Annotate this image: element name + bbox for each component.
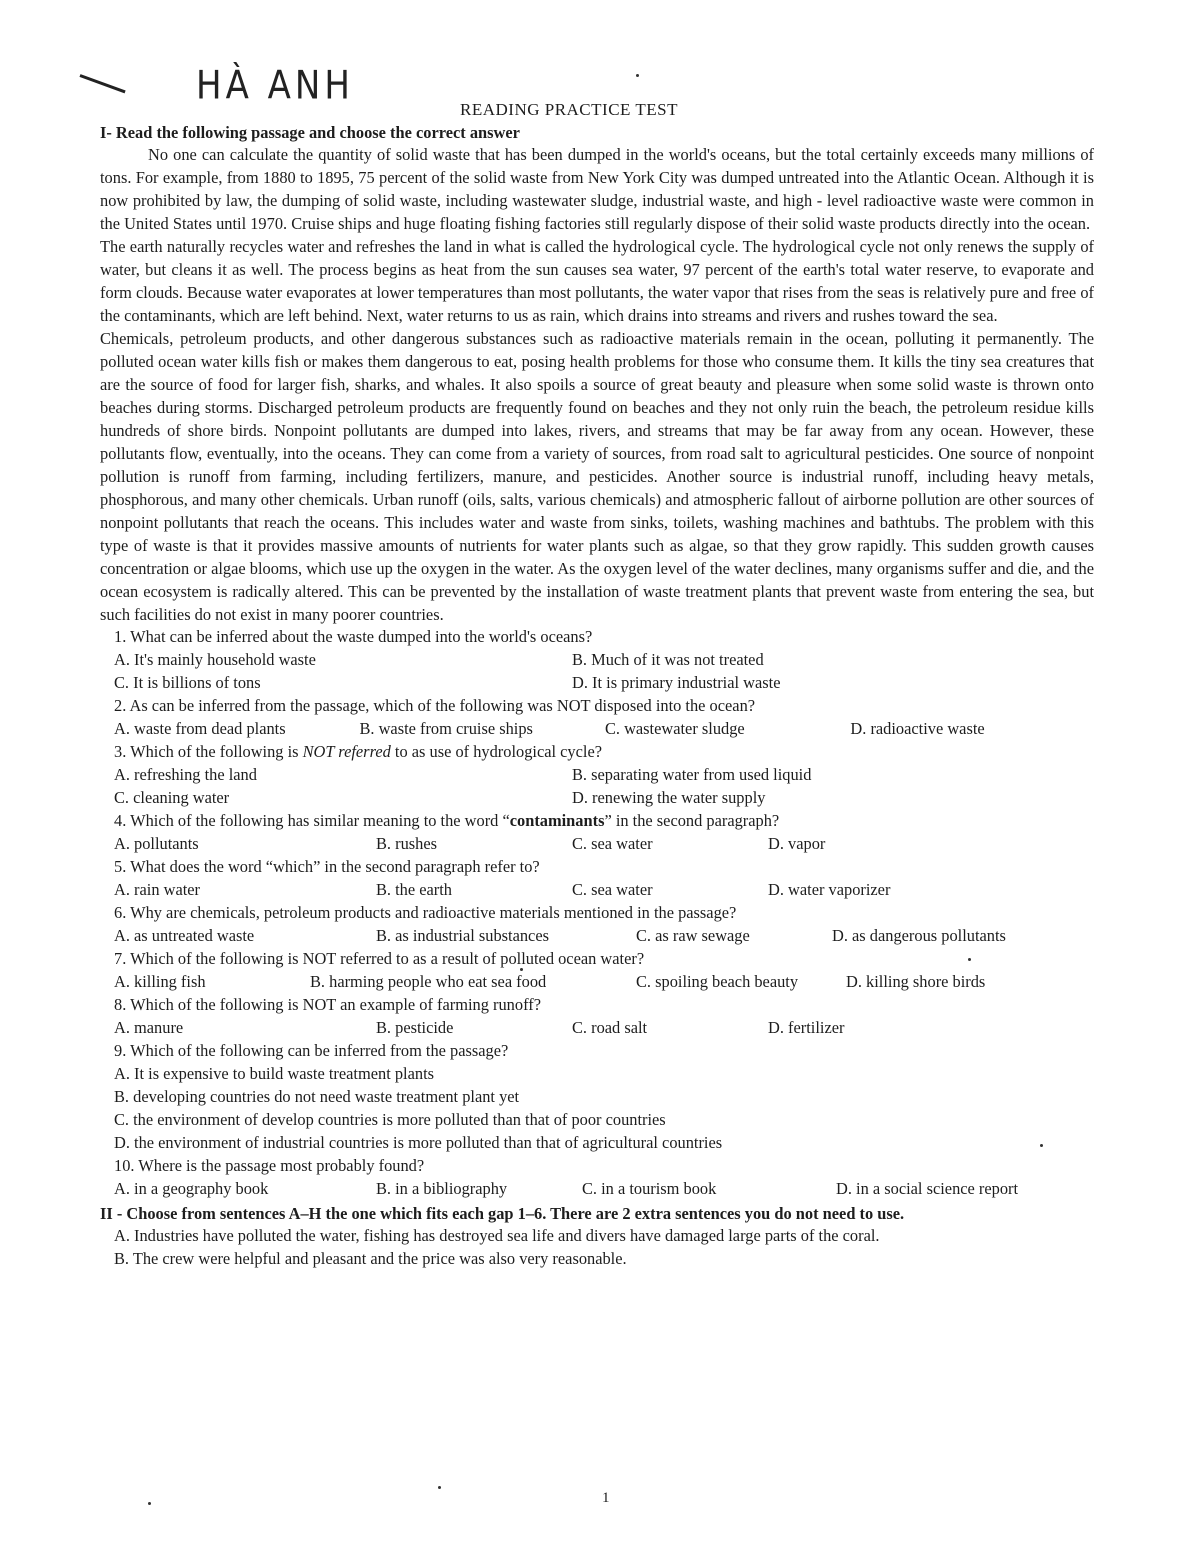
option-b: B. harming people who eat sea food [310, 972, 547, 992]
question-text-emphasis: NOT referred [302, 742, 391, 762]
scan-mark-stroke [79, 74, 125, 93]
handwritten-name: HÀ ANH [196, 63, 354, 109]
option-b: B. waste from cruise ships [359, 719, 533, 739]
question-text-post: to as use of hydrological cycle? [390, 742, 602, 762]
option-c: C. cleaning water [114, 788, 230, 808]
options-row [100, 672, 1094, 695]
question-text: 8. Which of the following is NOT an example of farming runoff? [114, 994, 541, 1014]
question-text: 5. What does the word “which” in the second paragraph refer to? [114, 857, 540, 877]
option-a: A. killing fish [114, 972, 206, 992]
option-b: B. in a bibliography [376, 1178, 508, 1198]
option-d: D. killing shore birds [846, 972, 986, 992]
option-b: B. pesticide [376, 1017, 454, 1037]
question-text: 9. Which of the following can be inferred from the passage? [114, 1040, 509, 1060]
option-a: A. manure [114, 1017, 184, 1037]
option-a: A. waste from dead plants [114, 719, 286, 739]
option-c: C. the environment of develop countries is more polluted than that of poor countries [114, 1109, 666, 1129]
question-text: 2. As can be inferred from the passage, which of the following was NOT disposed into the ocean? [114, 696, 756, 716]
options-row [100, 879, 1094, 902]
options-row [100, 718, 1094, 741]
question-8 [100, 994, 1094, 1040]
options-row [100, 1178, 1094, 1201]
option-b: B. as industrial substances [376, 926, 549, 946]
sentence-b: B. The crew were helpful and pleasant and the price was also very reasonable. [114, 1248, 627, 1268]
option-c: C. wastewater sludge [604, 719, 745, 739]
options-row [100, 971, 1094, 994]
section-2 [100, 1203, 1094, 1271]
options-row [100, 925, 1094, 948]
option-c: C. as raw sewage [636, 926, 750, 946]
passage-paragraph-3: Chemicals, petroleum products, and other dangerous substances such as radioactive materials remain in the ocean, polluting it permanently. The polluted ocean water kills fish or makes them dangerous to eat, posing health problems for those who consume them. It kills the tiny sea creatures that are the source of food for larger fish, sharks, and whales. It also spoils a source of great beauty and pleasure when some solid waste is thrown onto beaches during storms. Discharged petroleum products are frequently found on beaches and they not only ruin the beach, the petroleum residue kills hundreds of shore birds. Nonpoint pollutants are dumped into lakes, rivers, and streams that may be far away from any ocean. However, these pollutants flow, eventually, into the oceans. They can come from a variety of sources, from road salt to agricultural pesticides. One source of nonpoint pollution is runoff from farming, including fertilizers, manure, and pesticides. Another source is industrial runoff, including heavy metals, phosphorous, and many other chemicals. Urban runoff (oils, salts, various chemicals) and atmospheric fallout of airborne pollution are other sources of nonpoint pollutants that reach the oceans. This includes water and waste from sinks, toilets, washing machines and bathtubs. The problem with this type of waste is that it provides massive amounts of nutrients for water plants such as algae, so that they grow rapidly. This sudden growth causes concentration or algae blooms, which use up the oxygen in the water. As the oxygen level of the water declines, many organisms suffer and die, and the ocean ecosystem is radically altered. This can be prevented by the installation of waste treatment plants that prevent waste from entering the sea, but such facilities do not exist in many poorer countries. [100, 328, 1094, 624]
question-text: 1. What can be inferred about the waste dumped into the world's oceans? [114, 627, 593, 647]
scan-speck [636, 74, 639, 77]
options-row [100, 764, 1094, 787]
question-text-pre: 4. Which of the following has similar meaning to the word “ [114, 811, 510, 831]
question-6 [100, 902, 1094, 948]
option-d: D. water vaporizer [768, 880, 891, 900]
option-a: A. It is expensive to build waste treatment plants [114, 1063, 435, 1083]
question-4 [100, 810, 1094, 856]
options-row [100, 833, 1094, 856]
options-row [100, 787, 1094, 810]
option-a: A. refreshing the land [114, 765, 257, 785]
question-list [100, 626, 1094, 1200]
question-text [100, 741, 1094, 764]
option-d: D. fertilizer [768, 1017, 845, 1037]
question-text: 10. Where is the passage most probably found? [114, 1155, 425, 1175]
option-a: A. as untreated waste [114, 926, 255, 946]
question-text: 7. Which of the following is NOT referred to as a result of polluted ocean water? [114, 949, 645, 969]
option-d: D. in a social science report [836, 1178, 1019, 1198]
options-row [100, 649, 1094, 672]
option-a: A. It's mainly household waste [114, 650, 316, 670]
document-content [100, 122, 1094, 1271]
question-3 [100, 741, 1094, 810]
reading-passage [100, 144, 1094, 626]
page-title: READING PRACTICE TEST [460, 100, 678, 119]
scan-speck [148, 1502, 151, 1505]
option-b: B. developing countries do not need waste treatment plant yet [114, 1086, 520, 1106]
option-b: B. the earth [376, 880, 453, 900]
option-d: D. It is primary industrial waste [572, 673, 781, 693]
option-c: C. road salt [572, 1017, 648, 1037]
question-1 [100, 626, 1094, 695]
sentence-a: A. Industries have polluted the water, fishing has destroyed sea life and divers have damaged large parts of the coral. [114, 1225, 880, 1245]
options-row [100, 1017, 1094, 1040]
question-2 [100, 695, 1094, 741]
question-text [100, 810, 1094, 833]
passage-paragraph-1: No one can calculate the quantity of solid waste that has been dumped in the world's oceans, but the total certainly exceeds many millions of tons. For example, from 1880 to 1895, 75 percent of the solid waste from New York City was dumped untreated into the Atlantic Ocean. Although it is now prohibited by law, the dumping of solid waste, including wastewater sludge, industrial waste, and high - level radioactive waste were common in the United States until 1970. Cruise ships and huge floating fishing factories still regularly dispose of their solid waste products directly into the ocean. [100, 145, 1094, 234]
question-text-emphasis: contaminants [509, 811, 605, 831]
option-a: A. pollutants [114, 834, 199, 854]
question-5 [100, 856, 1094, 902]
option-d: D. as dangerous pollutants [832, 926, 1006, 946]
option-c: C. spoiling beach beauty [636, 972, 799, 992]
option-b: B. rushes [376, 834, 438, 854]
question-7 [100, 948, 1094, 994]
passage-paragraph-2: The earth naturally recycles water and refreshes the land in what is called the hydrological cycle. The hydrological cycle not only renews the supply of water, but cleans it as well. The process begins as heat from the sun causes sea water, 97 percent of the earth's total water reserve, to evaporate and form clouds. Because water evaporates at lower temperatures than most pollutants, the water vapor that rises from the seas is relatively pure and free of the contaminants, which are left behind. Next, water returns to us as rain, which drains into streams and rivers and rushes toward the sea. [100, 237, 1094, 325]
option-d: D. vapor [768, 834, 826, 854]
option-c: C. sea water [572, 880, 653, 900]
option-a: A. in a geography book [114, 1178, 269, 1198]
option-b: B. Much of it was not treated [572, 650, 764, 670]
option-d: D. radioactive waste [850, 719, 985, 739]
option-d: D. the environment of industrial countries is more polluted than that of agricultural countries [114, 1132, 723, 1152]
question-9 [100, 1040, 1094, 1155]
option-d: D. renewing the water supply [572, 788, 766, 808]
option-b: B. separating water from used liquid [572, 765, 812, 785]
section-2-heading: II - Choose from sentences A–H the one which fits each gap 1–6. There are 2 extra sentences you do not need to use. [100, 1203, 905, 1223]
question-text-post: ” in the second paragraph? [604, 811, 780, 831]
option-c: C. in a tourism book [582, 1178, 717, 1198]
question-text: 6. Why are chemicals, petroleum products and radioactive materials mentioned in the passage? [114, 903, 737, 923]
option-c: C. It is billions of tons [114, 673, 261, 693]
section-1-heading: I- Read the following passage and choose the correct answer [100, 123, 520, 142]
option-a: A. rain water [114, 880, 201, 900]
question-text-pre: 3. Which of the following is [114, 742, 303, 762]
scan-speck [438, 1486, 441, 1489]
page-number: 1 [602, 1490, 610, 1506]
question-10 [100, 1155, 1094, 1201]
option-c: C. sea water [572, 834, 653, 854]
